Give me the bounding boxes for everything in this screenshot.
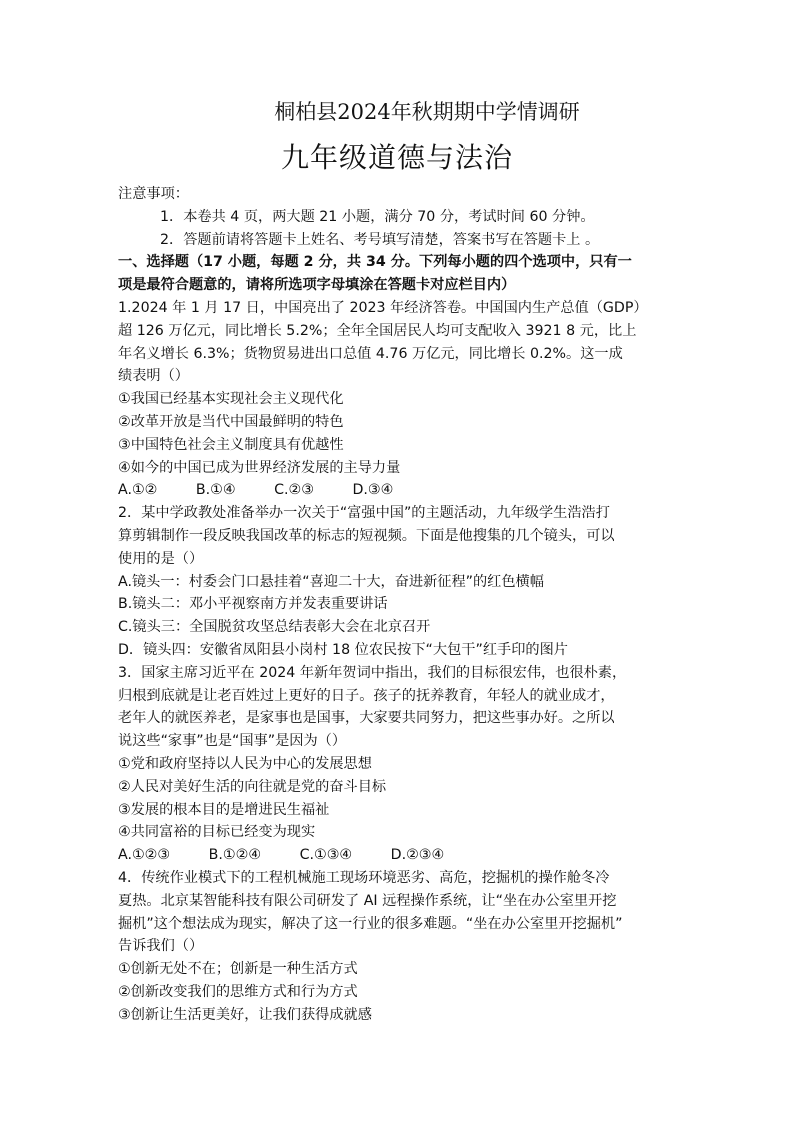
exam-title-subject: 九年级道德与法治 bbox=[280, 141, 513, 174]
option-c: C.镜头三：全国脱贫攻坚总结表彰大会在北京召开 bbox=[118, 619, 431, 636]
question-4-statement: ②创新改变我们的思维方式和行为方式 bbox=[118, 983, 358, 1000]
section-heading-line1: 一、选择题（17 小题，每题 2 分，共 34 分。下列每小题的四个选项中，只有一 bbox=[118, 254, 632, 271]
option-b: B.镜头二：邓小平视察南方并发表重要讲话 bbox=[118, 596, 388, 613]
question-1-statement: ③中国特色社会主义制度具有优越性 bbox=[118, 436, 344, 453]
question-4-line: 告诉我们（） bbox=[118, 938, 204, 955]
option-a: A.镜头一：村委会门口悬挂着“喜迎二十大，奋进新征程”的红色横幅 bbox=[118, 573, 544, 590]
option-b: B.①②④ bbox=[208, 847, 262, 864]
question-1-statement: ②改革开放是当代中国最鲜明的特色 bbox=[118, 413, 344, 430]
question-4-statement: ③创新让生活更美好，让我们获得成就感 bbox=[118, 1006, 372, 1023]
option-a: A.①②③ bbox=[118, 847, 171, 864]
option-c: C.②③ bbox=[274, 482, 314, 499]
question-3-statement: ①党和政府坚持以人民为中心的发展思想 bbox=[118, 755, 372, 772]
question-4-line: 掘机”这个想法成为现实，解决了这一行业的很多难题。“坐在办公室里开挖掘机” bbox=[118, 915, 623, 932]
question-2-line: 2．某中学政教处准备举办一次关于“富强中国”的主题活动，九年级学生浩浩打 bbox=[118, 505, 610, 522]
question-3-line: 3．国家主席习近平在 2024 年新年贺词中指出，我们的目标很宏伟，也很朴素， bbox=[118, 664, 627, 681]
option-d: D.③④ bbox=[352, 482, 394, 499]
question-1-line: 年名义增长 6.3%；货物贸易进出口总值 4.76 万亿元，同比增长 0.2%。这一成 bbox=[118, 345, 623, 362]
question-1-statement: ④如今的中国已成为世界经济发展的主导力量 bbox=[118, 459, 401, 476]
question-1-statement: ①我国已经基本实现社会主义现代化 bbox=[118, 391, 344, 408]
question-4-line: 夏热。北京某智能科技有限公司研发了 AI 远程操作系统，让“坐在办公室里开挖 bbox=[118, 892, 617, 909]
exam-title-county: 桐柏县2024年秋期期中学情调研 bbox=[274, 100, 580, 124]
question-1 bbox=[118, 297, 678, 502]
question-3 bbox=[118, 662, 678, 867]
question-1-line: 绩表明（） bbox=[118, 368, 189, 385]
question-4-statement: ①创新无处不在；创新是一种生活方式 bbox=[118, 961, 358, 978]
notice-item-1: 1．本卷共 4 页，两大题 21 小题，满分 70 分，考试时间 60 分钟。 bbox=[160, 208, 595, 225]
question-3-options bbox=[118, 844, 678, 867]
question-3-statement: ③发展的根本目的是增进民生福祉 bbox=[118, 801, 330, 818]
question-3-line: 说这些“家事”也是“国事”是因为（） bbox=[118, 733, 347, 750]
question-2-line: 使用的是（） bbox=[118, 550, 204, 567]
question-1-line: 超 126 万亿元，同比增长 5.2%；全年全国居民人均可支配收入 3921 8 元，比上 bbox=[118, 322, 637, 339]
question-2-line: 算剪辑制作一段反映我国改革的标志的短视频。下面是他搜集的几个镜头，可以 bbox=[118, 527, 615, 544]
question-3-line: 老年人的就医养老，是家事也是国事，大家要共同努力，把这些事办好。之所以 bbox=[118, 710, 615, 727]
question-4 bbox=[118, 867, 678, 1027]
question-4-line: 4．传统作业模式下的工程机械施工现场环境恶劣、高危，挖掘机的操作舱冬冷 bbox=[118, 869, 610, 886]
option-b: B.①④ bbox=[195, 482, 236, 499]
question-1-options bbox=[118, 479, 678, 502]
question-1-line: 1.2024 年 1 月 17 日，中国亮出了 2023 年经济答卷。中国国内生产总值（GDP） bbox=[118, 299, 648, 316]
option-d: D．镜头四：安徽省凤阳县小岗村 18 位农民按下“大包干”红手印的图片 bbox=[118, 641, 568, 658]
question-3-line: 归根到底就是让老百姓过上更好的日子。孩子的抚养教育，年轻人的就业成才， bbox=[118, 687, 615, 704]
option-a: A.①② bbox=[118, 482, 158, 499]
section-heading-line2: 项是最符合题意的，请将所选项字母填涂在答题卡对应栏目内） bbox=[118, 277, 516, 294]
question-3-statement: ②人民对美好生活的向往就是党的奋斗目标 bbox=[118, 778, 387, 795]
option-c: C.①③④ bbox=[299, 847, 353, 864]
exam-body bbox=[118, 183, 678, 1026]
question-2 bbox=[118, 502, 678, 662]
notice-label: 注意事项： bbox=[118, 186, 189, 202]
option-d: D.②③④ bbox=[390, 847, 445, 864]
question-3-statement: ④共同富裕的目标已经变为现实 bbox=[118, 824, 316, 841]
notice-item-2: 2．答题前请将答题卡上姓名、考号填写清楚，答案书写在答题卡上 。 bbox=[160, 231, 600, 248]
